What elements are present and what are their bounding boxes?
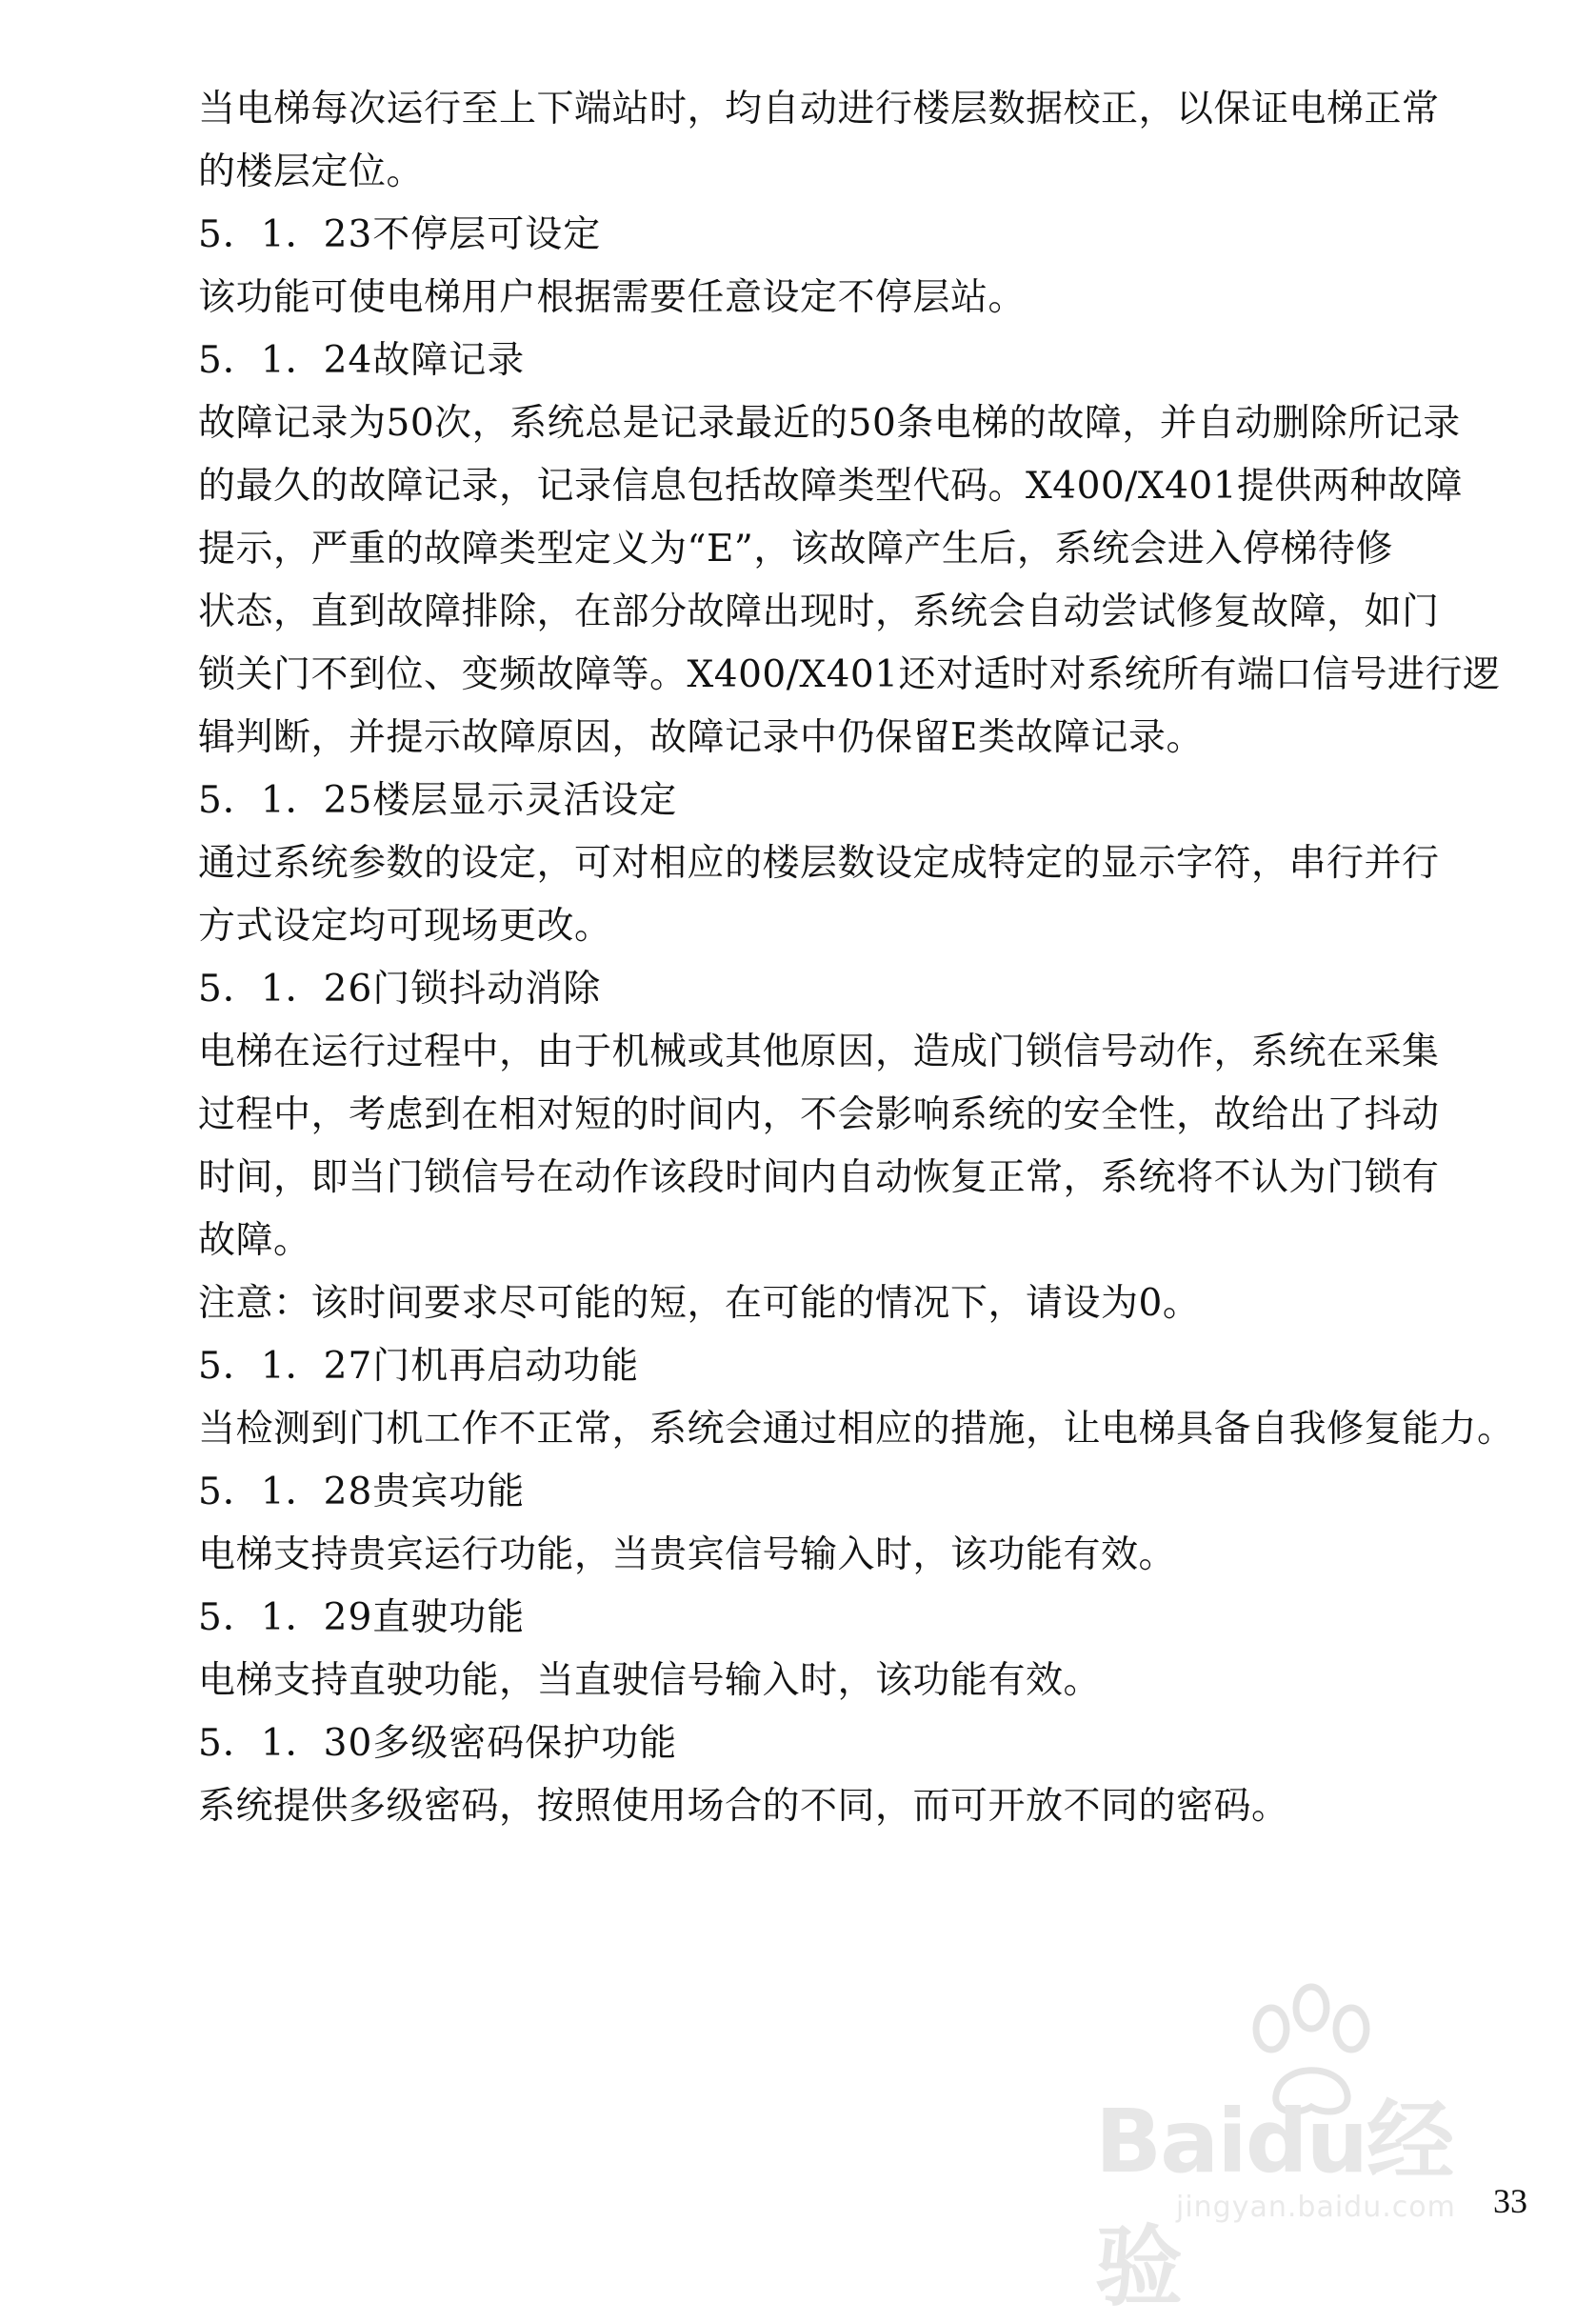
section-heading: 5．1．30多级密码保护功能 [198, 1722, 678, 1765]
section-heading: 5．1．29直驶功能 [198, 1596, 526, 1639]
body-line: 电梯支持直驶功能，当直驶信号输入时，该功能有效。 [198, 1659, 1102, 1702]
document-body [198, 78, 1569, 1838]
section-heading: 5．1．25楼层显示灵活设定 [198, 779, 678, 822]
watermark-url: jingyan.baidu.com [1176, 2191, 1456, 2224]
section-heading: 5．1．26门锁抖动消除 [198, 968, 602, 1011]
body-line: 的最久的故障记录，记录信息包括故障类型代码。X400/X401提供两种故障 [198, 465, 1464, 508]
body-line: 该功能可使电梯用户根据需要任意设定不停层站。 [198, 276, 1027, 319]
section-heading: 5．1．23不停层可设定 [198, 213, 602, 256]
baidu-watermark [1095, 1981, 1533, 2318]
body-line: 状态，直到故障排除，在部分故障出现时，系统会自动尝试修复故障，如门 [198, 591, 1440, 633]
body-line: 当电梯每次运行至上下端站时，均自动进行楼层数据校正，以保证电梯正常 [198, 88, 1440, 130]
section-heading: 5．1．28贵宾功能 [198, 1471, 526, 1513]
body-line: 电梯支持贵宾运行功能，当贵宾信号输入时，该功能有效。 [198, 1533, 1177, 1576]
body-line: 时间，即当门锁信号在动作该段时间内自动恢复正常，系统将不认为门锁有 [198, 1156, 1440, 1199]
page-number: 33 [1493, 2182, 1527, 2220]
body-line: 注意：该时间要求尽可能的短，在可能的情况下，请设为0。 [198, 1282, 1201, 1325]
section-heading: 5．1．24故障记录 [198, 339, 526, 382]
body-line: 提示，严重的故障类型定义为“E”，该故障产生后，系统会进入停梯待修 [198, 528, 1393, 571]
body-line: 电梯在运行过程中，由于机械或其他原因，造成门锁信号动作，系统在采集 [198, 1031, 1440, 1073]
body-line: 当检测到门机工作不正常，系统会通过相应的措施，让电梯具备自我修复能力。 [198, 1408, 1515, 1451]
body-line: 的楼层定位。 [198, 150, 425, 193]
body-line: 故障记录为50次，系统总是记录最近的50条电梯的故障，并自动删除所记录 [198, 402, 1461, 445]
body-line: 通过系统参数的设定，可对相应的楼层数设定成特定的显示字符，串行并行 [198, 842, 1440, 885]
body-line: 辑判断，并提示故障原因，故障记录中仍保留E类故障记录。 [198, 716, 1204, 759]
body-line: 故障。 [198, 1219, 311, 1262]
body-line: 锁关门不到位、变频故障等。X400/X401还对适时对系统所有端口信号进行逻 [198, 653, 1501, 696]
section-heading: 5．1．27门机再启动功能 [198, 1345, 640, 1388]
watermark-brand: Baidu经验 [1095, 2091, 1453, 2318]
body-line: 方式设定均可现场更改。 [198, 905, 612, 948]
body-line: 过程中，考虑到在相对短的时间内，不会影响系统的安全性，故给出了抖动 [198, 1093, 1440, 1136]
body-line: 系统提供多级密码，按照使用场合的不同，而可开放不同的密码。 [198, 1785, 1289, 1828]
